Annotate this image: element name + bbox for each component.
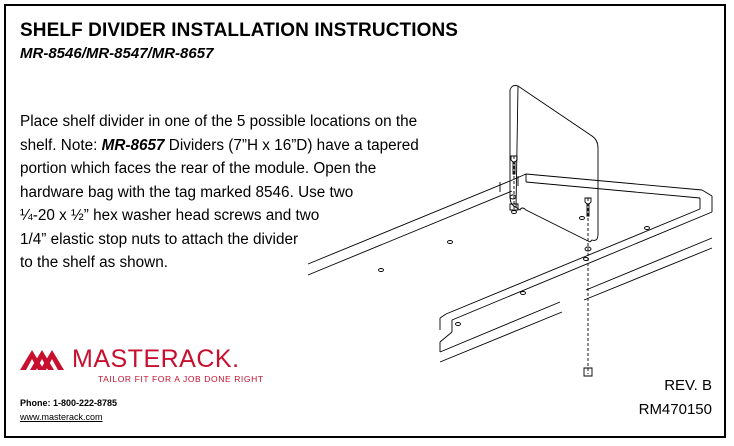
instruction-text: Dividers (7”H x 16”D) have a tapered [164,136,419,154]
instruction-line: portion which faces the rear of the module. Open the [20,160,377,177]
brand-name: MASTERACK. [72,345,240,373]
shelf-rail-line [526,174,702,190]
shelf-rail-line [586,238,712,290]
instruction-line: 1/4” elastic stop nuts to attach the divider [20,230,299,248]
revision-label: REV. B [664,377,712,394]
mounting-hole [521,292,526,295]
page-title: SHELF DIVIDER INSTALLATION INSTRUCTIONS [20,20,459,41]
shelf-rail-line [584,248,712,300]
document-number: RM470150 [638,401,712,418]
phone-number: Phone: 1-800-222-8785 [20,398,118,408]
website-link[interactable]: www.masterack.com [20,412,103,422]
instruction-line: ¼-20 x ½” hex washer head screws and two [20,207,320,224]
mounting-hole [456,323,461,326]
instruction-line: to the shelf as shown. [20,254,168,271]
mounting-hole [512,211,517,214]
brand-tagline: TAILOR FIT FOR A JOB DONE RIGHT [98,374,264,384]
masterack-logo [18,344,288,384]
shelf-rail-line [526,182,700,198]
mounting-hole [580,217,585,220]
shelf-rail-line [440,312,562,362]
model-numbers: MR-8546/MR-8547/MR-8657 [20,45,214,62]
shelf-rail-line [440,314,446,318]
divider-panel-edge [516,86,518,208]
instruction-line: Place shelf divider in one of the 5 possible locations on the [20,113,418,130]
instruction-text: shelf. Note: [20,136,102,154]
model-emphasis: MR-8657 [101,136,165,154]
mounting-hole [510,195,516,199]
masterack-logo-icon [18,344,64,372]
instruction-line [20,134,510,158]
installation-instructions [20,110,510,275]
shelf-rail-line [440,332,452,342]
instruction-line: hardware bag with the tag marked 8546. Use two [20,183,354,201]
mounting-hole [645,227,650,230]
shelf-rail-line [702,190,712,196]
